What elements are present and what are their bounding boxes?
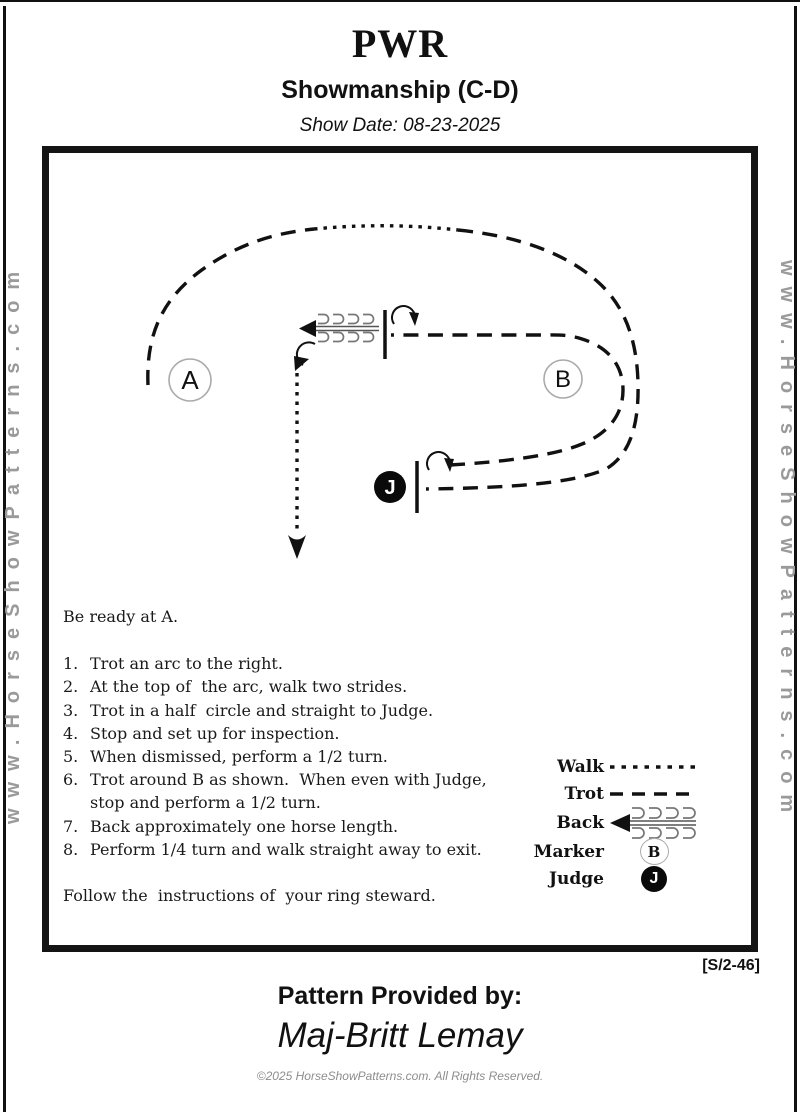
- instruction-item: [63, 745, 521, 768]
- instruction-item: [63, 838, 521, 861]
- legend-judge-label: Judge: [549, 869, 604, 890]
- instruction-item: [63, 722, 521, 745]
- class-subtitle: Showmanship (C-D): [281, 76, 519, 104]
- walk-exit-arrowhead: [288, 535, 306, 559]
- legend-row-walk: [477, 753, 717, 781]
- instruction-number: 7.: [63, 816, 79, 836]
- instruction-text: Trot an arc to the right.: [90, 654, 283, 674]
- legend-back-label: Back: [556, 813, 604, 833]
- back-arrowhead: [299, 320, 316, 337]
- hoofprints-top-row: [318, 315, 374, 324]
- pattern-diagram: [49, 153, 751, 603]
- provided-by-name: Maj-Britt Lemay: [277, 1016, 523, 1055]
- instruction-number: 2.: [63, 677, 79, 697]
- instruction-number: 3.: [63, 700, 79, 720]
- instruction-text: At the top of the arc, walk two strides.: [90, 677, 408, 697]
- half-turn-arrow-judge: [427, 452, 454, 472]
- instruction-number: 8.: [63, 839, 79, 859]
- instruction-text: When dismissed, perform a 1/2 turn.: [90, 747, 388, 767]
- judge-label: J: [384, 477, 396, 499]
- back-symbol-icon: [604, 805, 704, 841]
- page-edge-top: [0, 0, 800, 2]
- walk-top-segment: [314, 226, 458, 230]
- copyright-notice: ©2025 HorseShowPatterns.com. All Rights Reserved.: [256, 1069, 544, 1083]
- trot-arc-left: [148, 229, 314, 385]
- instructions-outro: Follow the instructions of your ring steward.: [63, 886, 436, 906]
- pattern-code: [S/2-46]: [702, 957, 760, 974]
- pattern-diagram-box: [42, 146, 758, 952]
- page-title: PWR: [351, 21, 449, 66]
- instruction-text: Trot in a half circle and straight to Judge.: [90, 700, 434, 720]
- quarter-turn-arrow: [294, 342, 315, 371]
- instruction-item: [63, 768, 521, 814]
- hoofprints-bottom-row: [318, 333, 374, 342]
- legend-row-marker: [477, 838, 717, 866]
- marker-a-label: A: [181, 365, 199, 395]
- provided-by-label: Pattern Provided by:: [277, 982, 523, 1010]
- instruction-text: Trot around B as shown. When even with Judge, stop and perform a 1/2 turn.: [90, 770, 492, 813]
- marker-b-label: B: [554, 366, 572, 393]
- legend-row-trot: [477, 781, 717, 809]
- judge-circle-icon: J: [641, 866, 667, 892]
- trot-arc-right-to-judge: [426, 230, 638, 489]
- trot-around-b: [391, 335, 623, 465]
- instructions-block: [63, 605, 521, 907]
- watermark-left: www.HorseShowPatterns.com: [2, 260, 24, 824]
- instruction-item: [63, 815, 521, 838]
- walk-line-icon: [604, 762, 704, 772]
- instruction-text: Back approximately one horse length.: [90, 816, 399, 836]
- instruction-item: [63, 699, 521, 722]
- legend-trot-label: Trot: [564, 784, 604, 805]
- instruction-number: 4.: [63, 723, 79, 743]
- show-date: Show Date: 08-23-2025: [299, 115, 501, 136]
- instruction-text: Perform 1/4 turn and walk straight away to exit.: [90, 839, 482, 859]
- legend: [477, 753, 717, 893]
- marker-circle-icon: B: [640, 838, 669, 865]
- instructions-intro: Be ready at A.: [63, 607, 179, 626]
- instruction-number: 5.: [63, 747, 79, 767]
- legend-row-judge: [477, 866, 717, 894]
- instruction-text: Stop and set up for inspection.: [90, 723, 340, 743]
- instruction-item: [63, 675, 521, 698]
- instruction-number: 6.: [63, 770, 79, 790]
- legend-row-back: [477, 808, 717, 838]
- half-turn-arrow-upper: [392, 306, 419, 326]
- watermark-right: www.HorseShowPatterns.com: [776, 260, 798, 824]
- trot-line-icon: [604, 789, 704, 799]
- instruction-number: 1.: [63, 654, 79, 674]
- legend-walk-label: Walk: [557, 756, 604, 777]
- back-symbol: [299, 315, 379, 342]
- legend-marker-label: Marker: [533, 841, 604, 862]
- instruction-item: [63, 652, 521, 675]
